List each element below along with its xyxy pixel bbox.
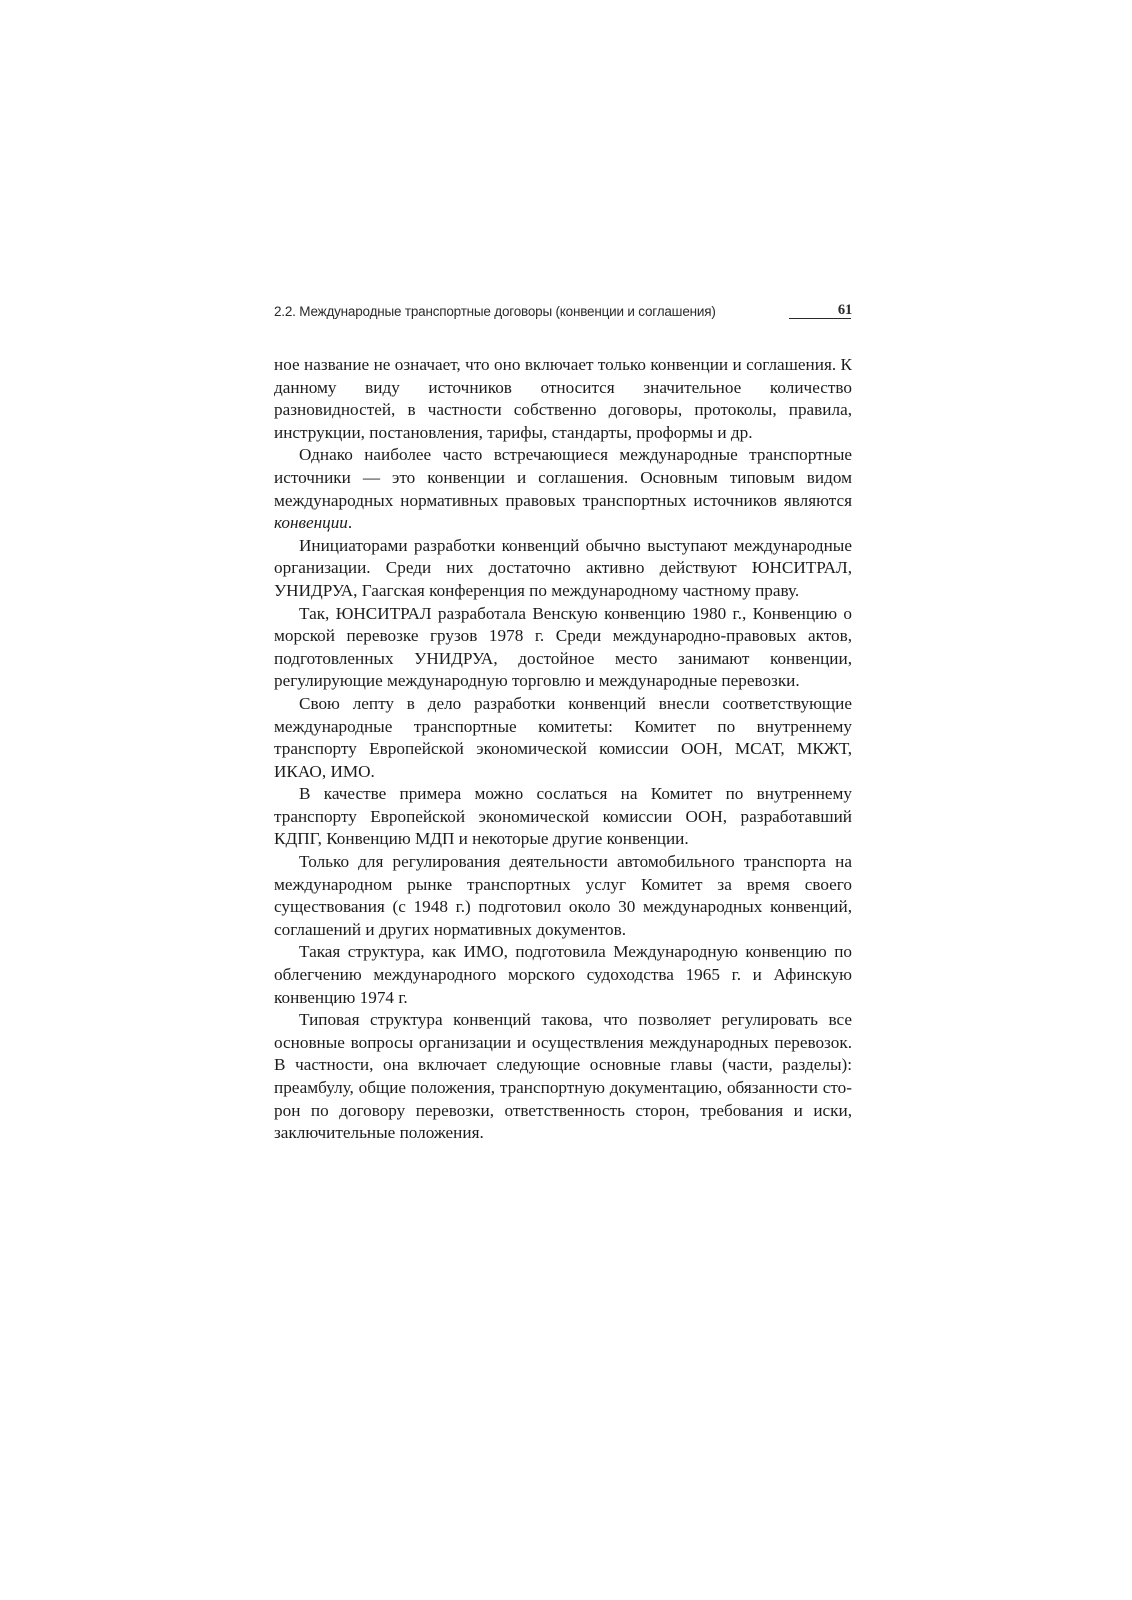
section-title: 2.2. Международные транспортные договоры (конвенции и соглашения) bbox=[274, 304, 716, 319]
paragraph bbox=[274, 444, 852, 534]
paragraph: Такая структура, как ИМО, подготовила Международную конвенцию по облегчению международного морского судоходства 1965 г. и Афинскую конвенцию 1974 г. bbox=[274, 942, 852, 1007]
paragraph-text: Однако наиболее часто встречающиеся международные транспортные источники — это конвенции и соглашения. Основным типовым видом международных нормативных правовых транспортных источников являются bbox=[274, 445, 852, 510]
paragraph: Так, ЮНСИТРАЛ разработала Венскую конвенцию 1980 г., Конвенцию о морской перевозке грузов 1978 г. Среди международно-правовых актов, подготовленных УНИДРУА, достойное место занимают конвенции, регулирующие международную торговлю и международные перевозки. bbox=[274, 603, 852, 691]
page-number: 61 bbox=[837, 302, 852, 318]
book-page bbox=[274, 302, 852, 1145]
paragraph-text: . bbox=[347, 513, 353, 533]
paragraph: Только для регулирования деятельности автомобильного транспорта на международном рынке транспортных услуг Комитет за время своего существования (с 1948 г.) подготовил около 30 международных конвенций, соглашений и других нормативных документов. bbox=[274, 852, 852, 939]
paragraph: Свою лепту в дело разработки конвенций внесли соответствующие международные транспортные комитеты: Комитет по внутреннему транспорту Европейской экономической комиссии ООН, МСАТ, МКЖТ, ИКАО, ИМО. bbox=[274, 693, 852, 781]
running-header bbox=[274, 302, 852, 324]
paragraph: Типовая структура конвенций такова, что позволяет регулировать все основные вопросы организации и осуществления международных перевозок. В частности, она включает следующие основные главы (части, разделы): преамбулу, общие положения, транспортную документацию, обязанности сторон по договору перевозки, ответственность сторон, требования и иски, заключительные положения. bbox=[274, 1010, 852, 1143]
paragraph: ное название не означает, что оно включает только конвенции и соглашения. К данному виду источников относится значительное количество разновидностей, в частности собственно договоры, протоколы, правила, инструкции, постановления, тарифы, стандарты, проформы и др. bbox=[274, 355, 852, 442]
body-text bbox=[274, 354, 852, 1145]
paragraph: Инициаторами разработки конвенций обычно выступают международные организации. Среди них достаточно активно действуют ЮНСИТРАЛ, УНИДРУА, Гаагская конференция по международному частному праву. bbox=[274, 535, 852, 600]
paragraph: В качестве примера можно сослаться на Комитет по внутреннему транспорту Европейской экономической комиссии ООН, разработавший КДПГ, Конвенцию МДП и некоторые другие конвенции. bbox=[274, 784, 852, 849]
emphasized-term: конвенции bbox=[274, 513, 348, 533]
